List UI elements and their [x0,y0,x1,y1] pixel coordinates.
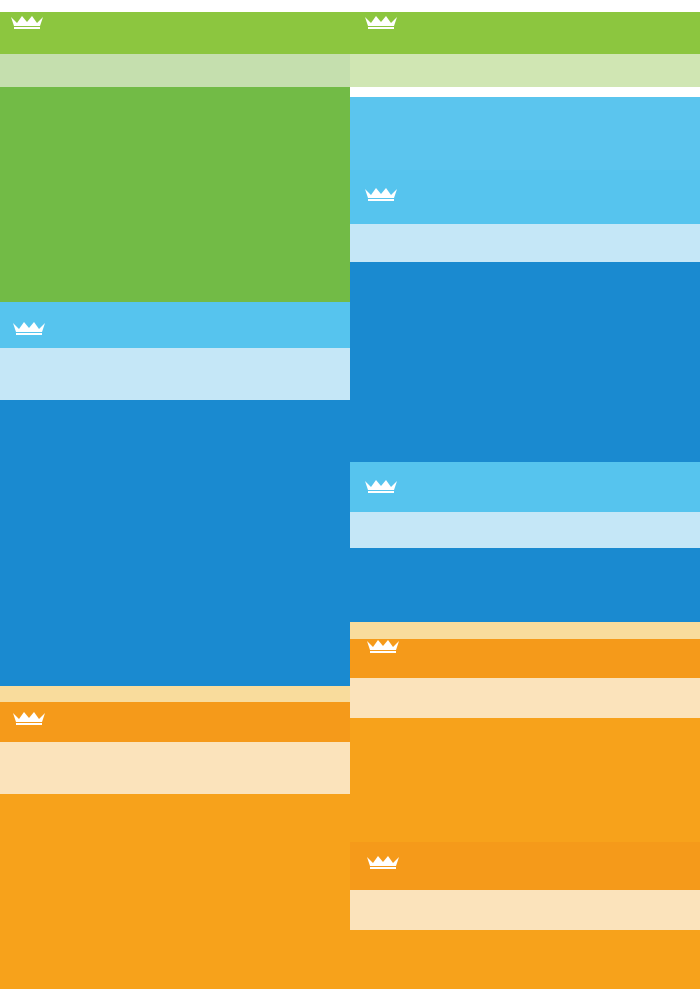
skalicke-dni-logo [366,638,412,662]
panel-velka-scena-piatok [0,0,350,302]
panel-ludova-scena-nedela [350,842,700,989]
skalicke-dni-logo [10,14,56,38]
crown-icon [366,854,400,870]
crown-icon [12,710,46,726]
crown-icon [12,320,46,336]
panel-ludova-scena-sobota [350,462,700,622]
panel-detska-scena-nedela [350,622,700,842]
panel-fun-scena-sobota [350,170,700,462]
skalicke-dni-logo [12,710,58,734]
skalicke-dni-logo [364,478,410,502]
panel-velka-scena-nedela [0,686,350,989]
crown-icon [364,478,398,494]
skalicke-dni-logo [364,14,410,38]
panel-velka-scena-sobota [0,302,350,686]
panel-ludova-scena-piatok [350,0,700,170]
skalicke-dni-logo [366,854,412,878]
skalicke-dni-logo [364,186,410,210]
crown-icon [364,186,398,202]
crown-icon [366,638,400,654]
crown-icon [10,14,44,30]
skalicke-dni-logo [12,320,58,344]
crown-icon [364,14,398,30]
